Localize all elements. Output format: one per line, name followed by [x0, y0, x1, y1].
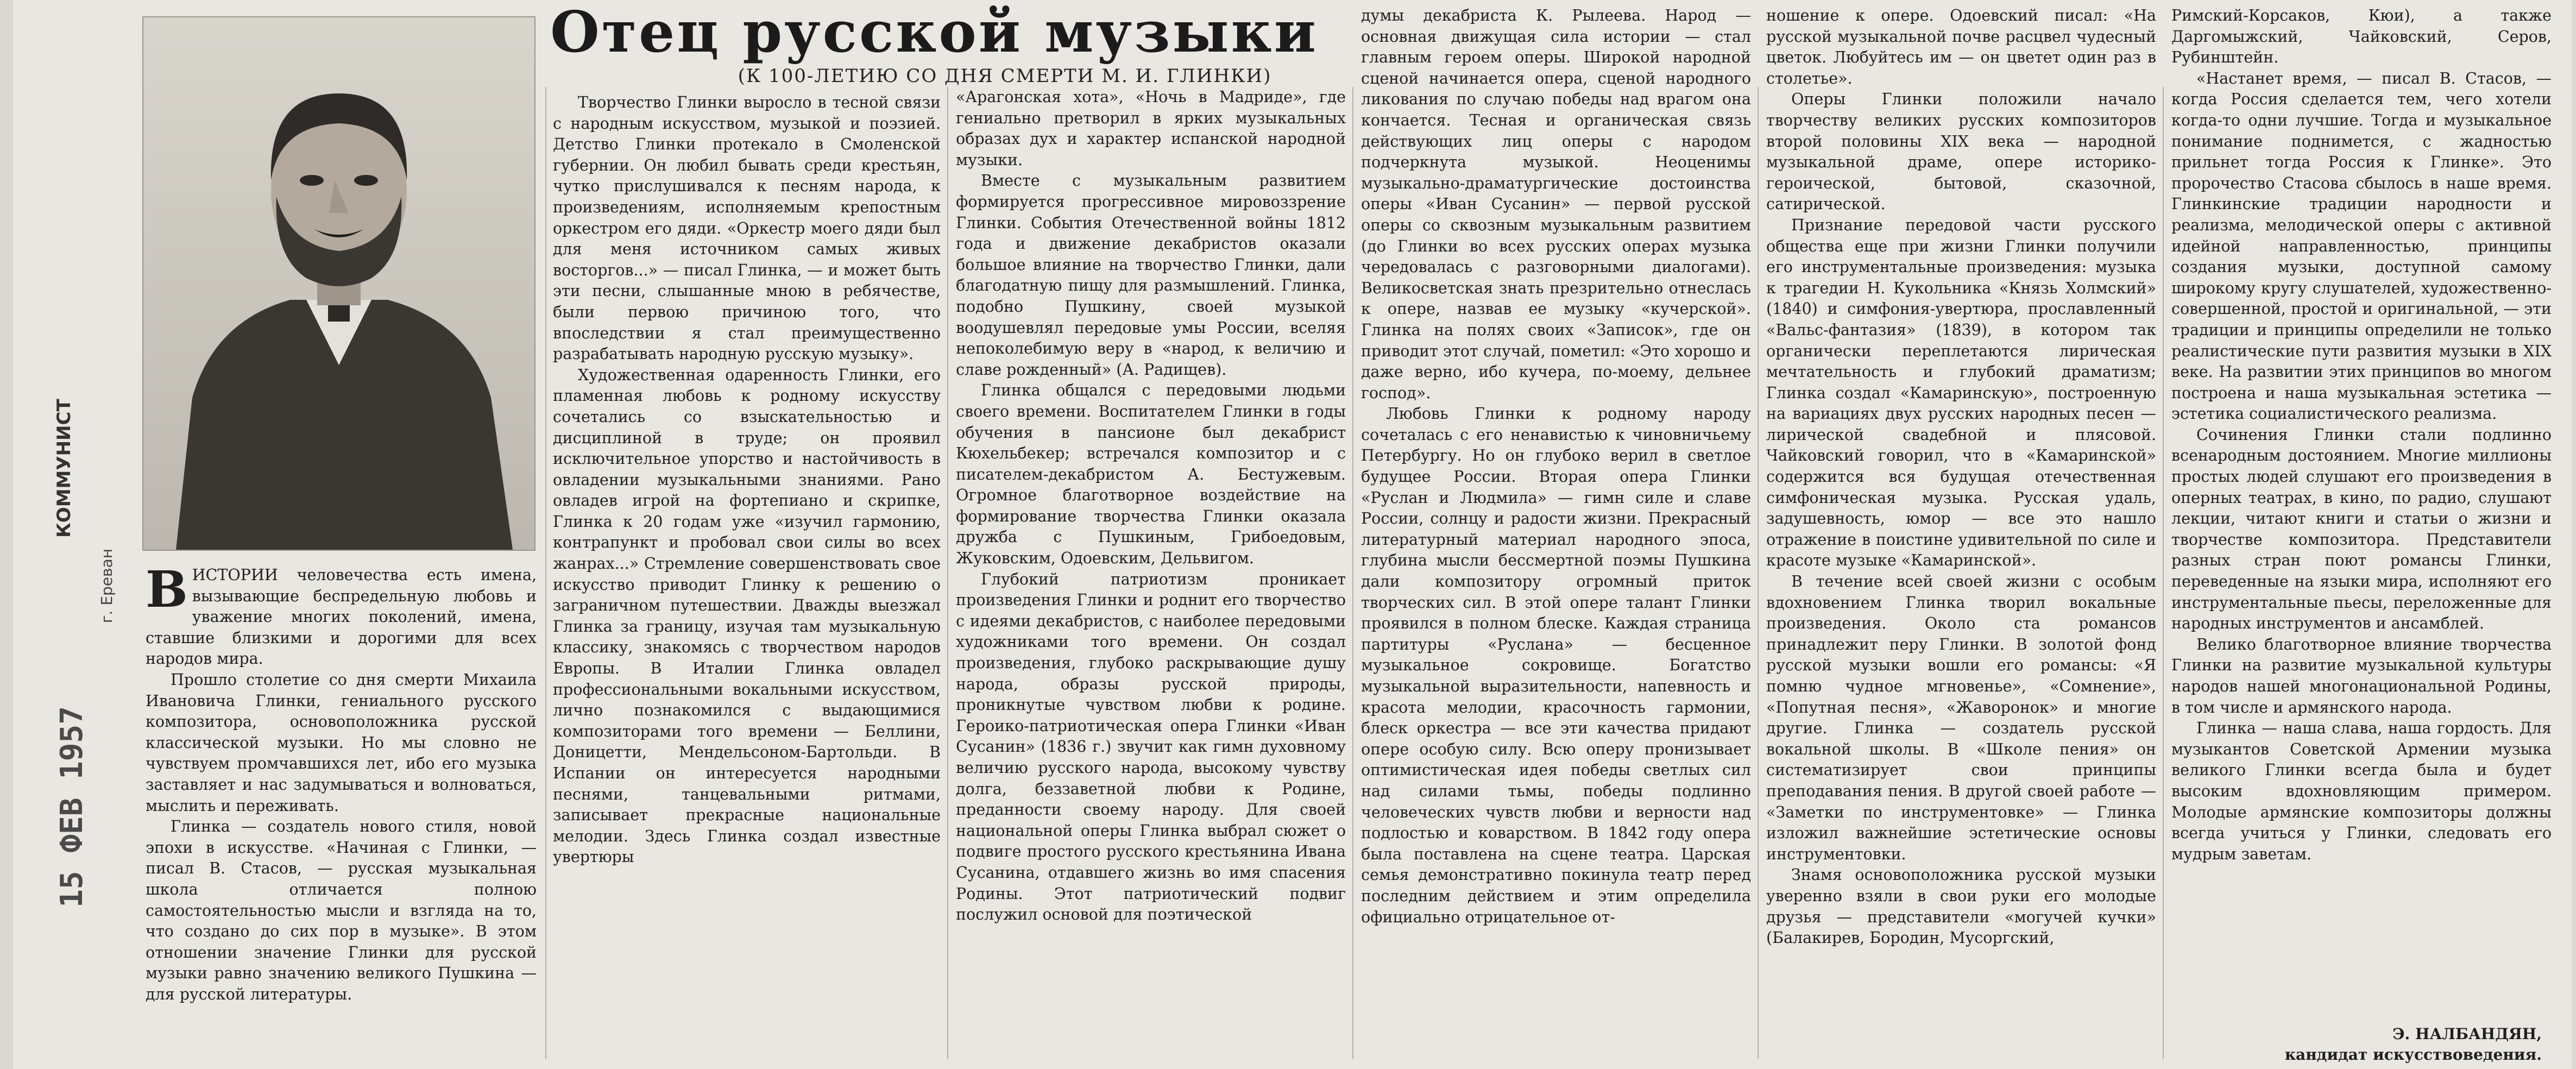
paragraph: «Настанет время, — писал В. Стасов, — когда Россия сделается тем, чего хотели когда-то одни лучшие. Тогда и музыкальное понимание поднимется, с жадностью прильнет тогда Россия к Глинке». Это пророчество Стасова сбылось в наше время. Глинкинские традиции народности и реализма, мелодической оперы с активной идейной направленностью, принципы создания музыки, доступной самому широкому кругу слушателей, художественно-совершенной, простой и оригинальной, — эти традиции и принципы определили не только реалистические пути развития музыки в XIX веке. На развитии этих принципов во многом построена и наша музыкальная эстетика — эстетика социалистического реализма.	[2171, 69, 2552, 423]
column-5	[1766, 5, 2156, 949]
paragraph: Творчество Глинки выросло в тесной связи с народным искусством, музыкой и поэзией. Детство Глинки протекало в Смоленской губернии. Он любил бывать среди крестьян, чутко прислушивался к песням народа, к произведениям, исполняемым крепостным оркестром его дяди. «Оркестр моего дяди был для меня источником самых живых восторгов...» — писал Глинка, — и может быть эти песни, слышанные мною в ребячестве, были первою причиною того, что впоследствии я стал преимущественно разрабатывать народную русскую музыку».	[553, 93, 941, 363]
paragraph: ношение к опере. Одоевский писал: «На русской музыкальной почве расцвел чудесный цветок. Любуйтесь им — он цветет один раз в столетье».	[1766, 7, 2156, 87]
paragraph: В течение всей своей жизни с особым вдохновением Глинка творил вокальные произведения. Около ста романсов принадлежит перу Глинки. В золотой фонд русской музыки вошли его романсы: «Я помню чудное мгновенье», «Сомнение», «Попутная песня», «Жаворонок» и многие другие. Глинка — создатель русской вокальной школы. В «Школе пения» он систематизирует свои принципы преподавания пения. В другой своей работе — «Заметки по инструментовке» — Глинка изложил важнейшие эстетические основы инструментовки.	[1766, 573, 2156, 863]
paragraph: Глинка общался с передовыми людьми своего времени. Воспитателем Глинки в годы обучения в пансионе был декабрист Кюхельбекер; встречался композитор и с писателем-декабристом А. Бестужевым. Огромное благотворное воздействие на формирование творчества Глинки оказала дружба с Пушкиным, Грибоедовым, Жуковским, Одоевским, Дельвигом.	[956, 381, 1346, 568]
article-subtitle: (К 100-ЛЕТИЮ СО ДНЯ СМЕРТИ М. И. ГЛИНКИ)	[738, 65, 1272, 87]
column-rule	[1352, 87, 1353, 1059]
paragraph: Знамя основоположника русской музыки уверенно взяли в свои руки его молодые друзья — представители «могучей кучки» (Балакирев, Бородин, Мусоргский,	[1766, 866, 2156, 947]
paragraph: Глинка — создатель нового стиля, новой эпохи в искусстве. «Начиная с Глинки, — писал В. Стасов, — русская музыкальная школа отличается полною самостоятельностью мысли и взгляда на то, что создано до сих пор в музыке». В этом отношении значение Глинки для русской музыки равно значению великого Пушкина — для русской литературы.	[146, 818, 537, 1003]
column-rule	[545, 87, 546, 1059]
paragraph: Вместе с музыкальным развитием формируется прогрессивное мировоззрение Глинки. События Отечественной войны 1812 года и движение декабристов оказали большое влияние на творчество Глинки, дали благодатную пищу для размышлений. Глинка, подобно Пушкину, своей музыкой воодушевлял передовые умы России, вселяя непоколебимую веру в «народ, к величию и славе рожденный» (А. Радищев).	[956, 172, 1346, 379]
paragraph: Римский-Корсаков, Кюи), а также Даргомыжский, Чайковский, Серов, Рубинштейн.	[2171, 7, 2552, 67]
paragraph: Глубокий патриотизм проникает произведения Глинки и роднит его творчество с идеями декабристов, с наиболее передовыми художниками того времени. Он создал произведения, глубоко раскрывающие душу народа, образы русской природы, проникнутые чувством любви к родине. Героико-патриотическая опера Глинки «Иван Сусанин» (1836 г.) звучит как гимн духовному величию русского народа, высокому чувству долга, беззаветной любви к Родине, преданности своему народу. Для своей национальной оперы Глинка выбрал сюжет о подвиге простого русского крестьянина Ивана Сусанина, отдавшего жизнь во имя спасения Родины. Этот патриотический подвиг послужил основой для поэтической	[956, 570, 1346, 924]
paragraph: «Арагонская хота», «Ночь в Мадриде», где гениально претворил в ярких музыкальных образах дух и характер испанской народной музыки.	[956, 88, 1346, 169]
drop-cap: В	[146, 560, 188, 619]
author-name: Э. НАЛБАНДЯН,	[2392, 1025, 2542, 1043]
column-4	[1361, 5, 1751, 928]
column-rule	[1758, 87, 1759, 1059]
column-6	[2171, 5, 2552, 865]
article-title: Отец русской музыки	[550, 0, 1318, 65]
stamp-newspaper-name: КОММУНИСТ	[53, 399, 75, 538]
paragraph: Велико благотворное влияние творчества Глинки на развитие музыкальной культуры народов нашей многонациональной Родины, в том числе и армянского народа.	[2171, 635, 2552, 716]
paragraph: Оперы Глинки положили начало творчеству великих русских композиторов второй половины XIX века — народной музыкальной драме, опере историко-героической, бытовой, сказочной, сатирической.	[1766, 90, 2156, 213]
glinka-portrait	[142, 16, 536, 551]
paragraph: Сочинения Глинки стали подлинно всенародным достоянием. Многие миллионы простых людей слушают его произведения в оперных театрах, в кино, по радио, слушают лекции, читают книги и статьи о жизни и творчестве композитора. Представители разных стран поют романсы Глинки, переведенные на языки мира, исполняют его инструментальные пьесы, переложенные для народных инструментов и ансамблей.	[2171, 425, 2552, 633]
author-signature	[2172, 1024, 2542, 1065]
clipping-stamp	[22, 0, 116, 1069]
paragraph: Прошло столетие со дня смерти Михаила Ивановича Глинки, гениального русского композитора, основоположника русской классической музыки. Но мы словно не чувствуем промчавшихся лет, ибо его музыка заставляет и нас задумываться и волноваться, мыслить и переживать.	[146, 670, 537, 815]
column-3	[956, 87, 1346, 926]
paragraph: Глинка — наша слава, наша гордость. Для музыкантов Советской Армении музыка великого Глинки всегда была и будет высоким вдохновляющим примером. Молодые армянские композиторы должны всегда учиться у Глинки, следовать его мудрым заветам.	[2171, 719, 2552, 863]
paragraph: Признание передовой части русского общества еще при жизни Глинки получили его инструментальные произведения: музыка к трагедии Н. Кукольника «Князь Холмский» (1840) и симфония-увертюра, прославленный «Вальс-фантазия» (1839), в котором так органически переплетаются лирическая мечтательность и глубокий драматизм; Глинка создал «Камаринскую», построенную на вариациях двух русских народных песен — лирической свадебной и плясовой. Чайковский говорил, что в «Камаринской» содержится вся будущая отечественная симфоническая музыка. Русская удаль, задушевность, юмор — все это нашло отражение в поистине удивительной по силе и красоте музыке «Камаринской».	[1766, 216, 2156, 570]
paragraph: Любовь Глинки к родному народу сочеталась с его ненавистью к чиновничьему Петербургу. Но он глубоко верил в светлое будущее России. Вторая опера Глинки «Руслан и Людмила» — гимн силе и славе России, солнцу и радости жизни. Прекрасный литературный материал народного эпоса, глубина мысли бессмертной поэмы Пушкина дали композитору огромный приток творческих сил. В этой опере талант Глинки проявился в полном блеске. Каждая страница партитуры «Руслана» — бесценное музыкальное сокровище. Богатство музыкальной выразительности, напевность и красота мелодии, красочность гармонии, блеск оркестра — все эти качества придают опере особую силу. Всю оперу пронизывает оптимистическая идея победы светлых сил над силами тьмы, победы подлинно человеческих чувств любви и верности над подлостью и коварством. В 1842 году опера была поставлена на сцене театра. Царская семья демонстративно покинула театр перед последним действием и этим определила официально отрицательное от-	[1361, 405, 1751, 926]
column-rule	[2163, 87, 2164, 1059]
stamp-date: 15 ФЕВ 1957	[54, 706, 90, 908]
stamp-city: г. Ереван	[98, 549, 116, 624]
column-rule	[947, 87, 948, 1059]
column-1	[146, 560, 537, 1005]
paragraph: думы декабриста К. Рылеева. Народ — основная движущая сила истории — стал главным героем оперы. Широкой народной сценой начинается опера, сценой народного ликования по случаю победы над врагом она кончается. Тесная и органическая связь действующих лиц оперы с народом подчеркнута музыкой. Неоценимы музыкально-драматургические достоинства оперы «Иван Сусанин» — первой русской оперы со сквозным музыкальным развитием (до Глинки во всех русских операх музыка чередовалась с разговорными диалогами). Великосветская знать презрительно отнеслась к опере, назвав ее музыку «кучерской». Глинка на полях своих «Записок», где он приводит этот случай, пометил: «Это хорошо и даже верно, ибо кучера, по-моему, дельнее господ».	[1361, 7, 1751, 402]
column-2	[553, 92, 941, 868]
paragraph: ИСТОРИИ человечества есть имена, вызывающие беспредельную любовь и уважение многих поколений, имена, ставшие близкими и дорогими для всех народов мира.	[146, 566, 537, 668]
paragraph: Художественная одаренность Глинки, его пламенная любовь к родному искусству сочетались со взыскательностью и дисциплиной в труде; он проявил исключительное упорство и настойчивость в овладении музыкальными знаниями. Рано овладев игрой на фортепиано и скрипке, Глинка к 20 годам уже «изучил гармонию, контрапункт и пробовал свои силы во всех жанрах...» Стремление совершенствовать свое искусство приводит Глинку к решению о заграничном путешествии. Дважды выезжал Глинка за границу, изучая там музыкальную классику, знакомясь с творчеством народов Европы. В Италии Глинка овладел профессиональными вокальными искусством, лично познакомился с выдающимися композиторами того времени — Беллини, Доницетти, Мендельсоном-Бартольди. В Испании он интересуется народными песнями, танцевальными ритмами, записывает прекрасные национальные мелодии. Здесь Глинка создал известные увертюры	[553, 366, 941, 866]
author-title: кандидат искусствоведения.	[2284, 1046, 2542, 1064]
